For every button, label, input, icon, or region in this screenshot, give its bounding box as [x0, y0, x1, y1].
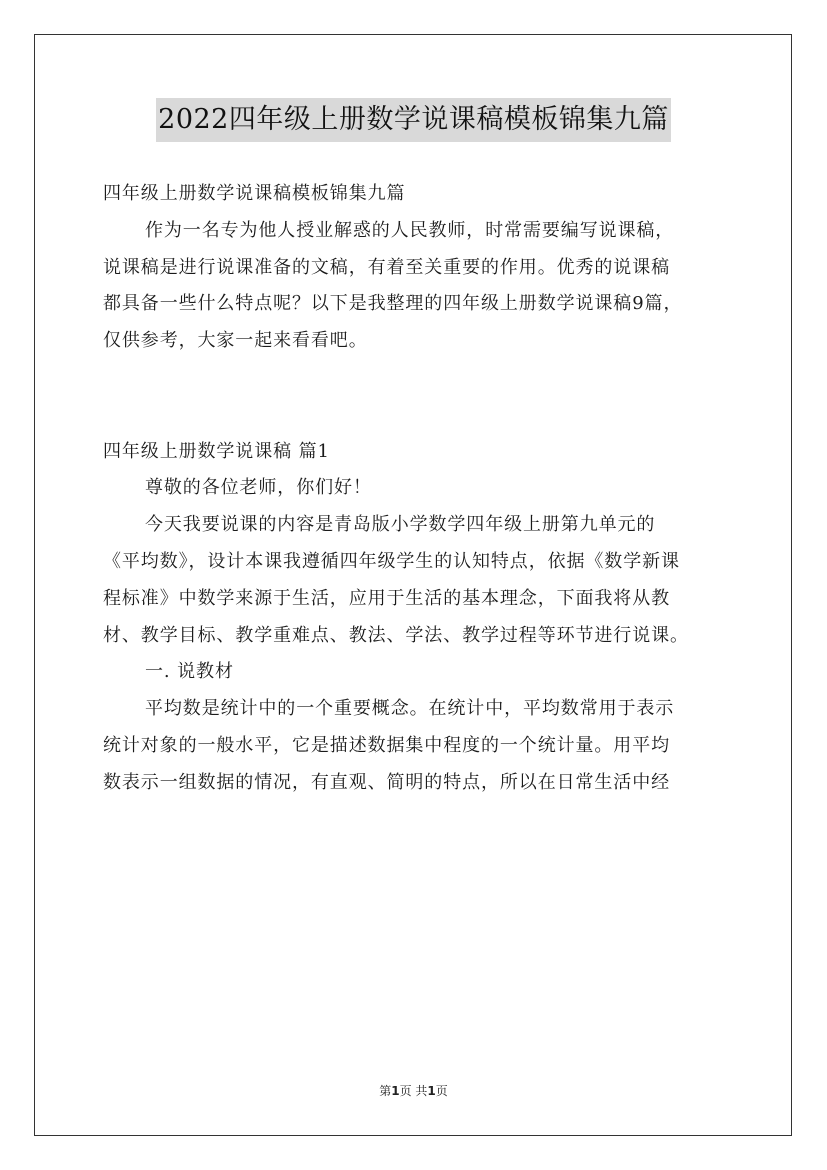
page-total: 1 — [427, 1084, 436, 1098]
intro-line: 都具备一些什么特点呢？以下是我整理的四年级上册数学说课稿9篇， — [103, 293, 683, 315]
page-current: 1 — [391, 1084, 400, 1098]
intro-line: 作为一名专为他人授业解惑的人民教师，时常需要编写说课稿， — [145, 219, 675, 241]
paragraph-line: 材、教学目标、教学重难点、教法、学法、教学过程等环节进行说课。 — [103, 624, 689, 646]
title-container — [0, 98, 827, 142]
blank-line — [103, 397, 743, 434]
paragraph-line: 今天我要说课的内容是青岛版小学数学四年级上册第九单元的 — [145, 514, 656, 536]
intro-line: 仅供参考，大家一起来看看吧。 — [103, 330, 368, 352]
document-body — [103, 176, 743, 802]
page-suffix: 页 — [435, 1084, 448, 1098]
document-subtitle: 四年级上册数学说课稿模板锦集九篇 — [103, 183, 406, 204]
paragraph-line: 平均数是统计中的一个重要概念。在统计中，平均数常用于表示 — [145, 698, 675, 720]
subheading: 一. 说教材 — [145, 661, 234, 683]
greeting: 尊敬的各位老师，你们好！ — [145, 477, 372, 499]
paragraph-line: 数表示一组数据的情况，有直观、简明的特点，所以在日常生活中经 — [103, 771, 670, 793]
page-prefix: 第 — [379, 1084, 392, 1098]
blank-line — [103, 360, 743, 397]
paragraph-line: 统计对象的一般水平，它是描述数据集中程度的一个统计量。用平均 — [103, 734, 670, 756]
page-mid: 页 共 — [399, 1084, 428, 1098]
page-footer — [0, 1082, 827, 1099]
document-title: 2022四年级上册数学说课稿模板锦集九篇 — [156, 98, 671, 142]
paragraph-line: 《平均数》，设计本课我遵循四年级学生的认知特点，依据《数学新课 — [103, 550, 680, 572]
intro-line: 说课稿是进行说课准备的文稿，有着至关重要的作用。优秀的说课稿 — [103, 256, 670, 278]
section-heading: 四年级上册数学说课稿 篇1 — [103, 440, 330, 462]
paragraph-line: 程标准》中数学来源于生活，应用于生活的基本理念，下面我将从教 — [103, 587, 670, 609]
